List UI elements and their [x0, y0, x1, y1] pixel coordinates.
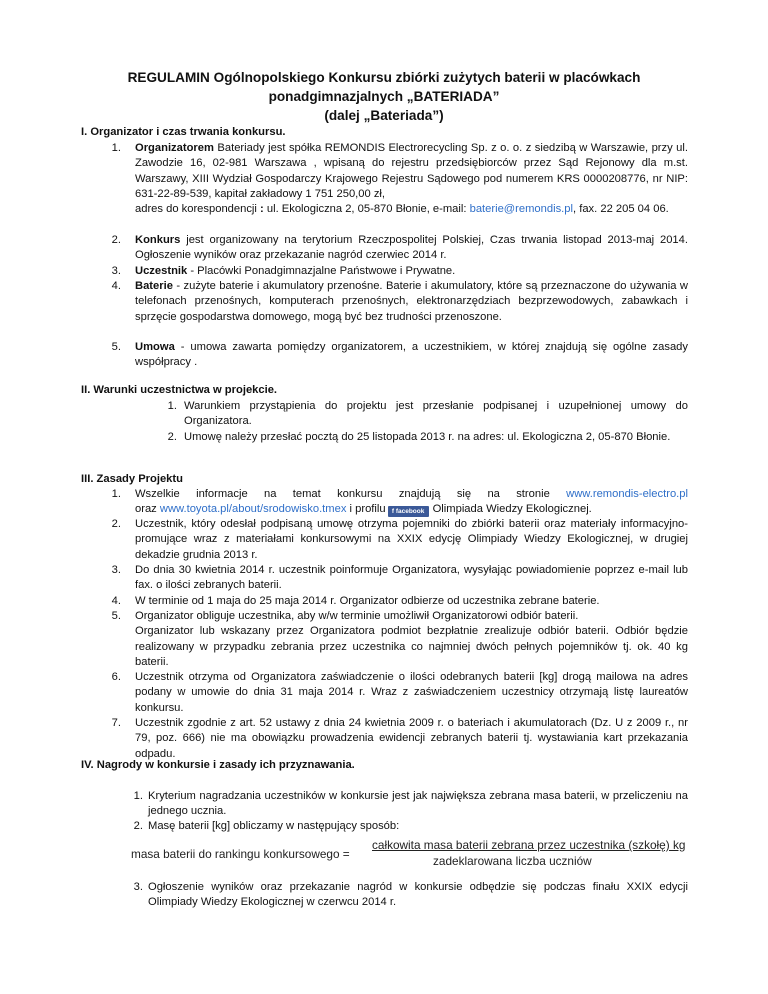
- s3-item-1: [135, 487, 688, 518]
- mass-formula: [0, 838, 768, 870]
- s1-item-5: [135, 340, 688, 371]
- s1-item-4: [135, 279, 688, 325]
- s4-item-3: Ogłoszenie wyników oraz przekazanie nagród w konkursie odbędzie się podczas finału XXIX edycji Olimpiady Wiedzy Ekologicznej w czerwcu 2014 r.: [148, 881, 688, 909]
- s4-item-1: Kryterium nagradzania uczestników w konkursie jest jak największa zebrana masa baterii, w przeliczeniu na jednego ucznia.: [148, 790, 688, 818]
- email-link[interactable]: baterie@remondis.pl: [469, 203, 573, 216]
- s1-item-1-address: ul. Ekologiczna 2, 05-870 Błonie, e-mail:: [263, 203, 470, 216]
- s2-item-2-number: 2.: [167, 431, 177, 443]
- s3-item-3-number: 3.: [111, 564, 121, 576]
- s1-item-1-address-label: adres do korespondencji: [135, 203, 257, 216]
- s1-item-5-number: 5.: [111, 341, 121, 353]
- section-1-heading: I. Organizator i czas trwania konkursu.: [81, 126, 286, 138]
- s3-item-1-profile-text: i profilu: [346, 503, 386, 516]
- remondis-link[interactable]: www.remondis-electro.pl: [566, 488, 688, 500]
- s1-item-1: Organizatorem Bateriady jest spółka REMONDIS Electrorecycling Sp. z o. o. z siedzibą w Warszawie, przy ul. Zawodzie 16, 02-981 Warszawa , wpisaną do rejestru przedsiębiorców przez Sąd Rejonowy dla m.st. Warszawy, XIII Wydział Gospodarczy Krajowego Rejestru Sądowego pod numerem KRS 0000208776, nr NIP: 631-22-89-539, kapitał zakładowy 1 751 250,00 zł, adres do korespondencji : ul. Ekologiczna 2, 05-870 Błonie, e-mail: baterie@remondis.pl, fax. 22 205 04 06.: [135, 142, 688, 216]
- facebook-icon[interactable]: f facebook: [388, 506, 429, 517]
- s1-item-3: [135, 264, 688, 279]
- formula-left-side: masa baterii do rankingu konkursowego =: [131, 847, 350, 861]
- title-line-3: (dalej „Bateriada”): [324, 108, 444, 123]
- s3-item-5: [135, 609, 688, 670]
- s2-item-1-number: 1.: [167, 400, 177, 412]
- s3-item-4-number: 4.: [111, 595, 121, 607]
- s3-item-3: Do dnia 30 kwietnia 2014 r. uczestnik poinformuje Organizatora, wysyłając powiadomienie poprzez e-mail lub fax. o ilości zebranych baterii.: [135, 564, 688, 592]
- s2-item-1: Warunkiem przystąpienia do projektu jest przesłanie podpisanej i uzupełnionej umowy do Organizatora.: [184, 400, 688, 428]
- s1-item-4-text: - zużyte baterie i akumulatory przenośne. Baterie i akumulatory, które są przeznaczone do używania w telefonach przenośnych, komputerach przenośnych, elektronarzędziach bezprzewodowych, zabawkach i sprzęcie gospodarstwa domowego, mogą być bez trudności przenoszone.: [135, 280, 688, 323]
- title-line-1: REGULAMIN Ogólnopolskiego Konkursu zbiórki zużytych baterii w placówkach: [127, 70, 641, 85]
- s4-item-3-number: 3.: [133, 881, 143, 893]
- s3-item-5-text-2: Organizator lub wskazany przez Organizatora podmiot bezpłatnie zrealizuje odbiór baterii. Odbiór będzie realizowany w przypadku zebrania przez uczestnika co najmniej dwóch pełnych pojemników tj. ok. 40 kg baterii.: [135, 625, 688, 668]
- s3-item-6-number: 6.: [111, 671, 121, 683]
- s1-item-3-text: - Placówki Ponadgimnazjalne Państwowe i Prywatne.: [187, 265, 456, 277]
- term-konkurs: Konkurs: [135, 234, 181, 246]
- s1-item-3-number: 3.: [111, 265, 121, 277]
- toyota-link[interactable]: www.toyota.pl/about/srodowisko.tmex: [159, 503, 347, 516]
- s1-item-1-number: 1.: [111, 142, 121, 154]
- s3-item-5-text: Organizator obliguje uczestnika, aby w/w terminie umożliwił Organizatorowi odbiór baterii.: [135, 610, 579, 622]
- term-baterie: Baterie: [135, 280, 173, 292]
- s4-item-2: Masę baterii [kg] obliczamy w następujący sposób:: [148, 820, 400, 832]
- s2-item-2: Umowę należy przesłać pocztą do 25 listopada 2013 r. na adres: ul. Ekologiczna 2, 05-870 Błonie.: [184, 431, 671, 443]
- formula-numerator: całkowita masa baterii zebrana przez uczestnika (szkołę) kg: [372, 838, 686, 852]
- s3-item-1-profile-name: Olimpiada Wiedzy Ekologicznej.: [432, 503, 592, 516]
- term-umowa: Umowa: [135, 341, 175, 353]
- s3-item-7-number: 7.: [111, 717, 121, 729]
- s3-item-6: Uczestnik otrzyma od Organizatora zaświadczenie o ilości odebranych baterii [kg] drogą mailowa na adres podany w umowie do dnia 31 maja 2014 r. Wraz z zaświadczeniem uczestnicy otrzymają listę laureatów konkursu.: [135, 671, 688, 714]
- s3-item-1-number: 1.: [111, 488, 121, 500]
- s1-item-1-text: Bateriady jest spółka REMONDIS Electrorecycling Sp. z o. o. z siedzibą w Warszawie, przy ul. Zawodzie 16, 02-981 Warszawa , wpisaną do rejestru przedsiębiorców przez Sąd Rejonowy dla m.st. Warszawy, XIII Wydział Gospodarczy Krajowego Rejestru Sądowego pod numerem KRS 0000208776, nr NIP: 631-22-89-539, kapitał zakładowy 1 751 250,00 zł,: [135, 142, 688, 200]
- s3-item-2-number: 2.: [111, 518, 121, 530]
- section-2-heading: II. Warunki uczestnictwa w projekcie.: [81, 384, 278, 396]
- s3-item-7: Uczestnik zgodnie z art. 52 ustawy z dnia 24 kwietnia 2009 r. o bateriach i akumulatorach (Dz. U z 2009 r., nr 79, poz. 666) nie ma obowiązku prowadzenia ewidencji zebranych baterii tj. wystawiania kart przekazania odpadu.: [135, 717, 688, 760]
- s3-item-1-oraz: oraz: [135, 503, 160, 516]
- s1-item-4-number: 4.: [111, 280, 121, 292]
- formula-denominator: zadeklarowana liczba uczniów: [433, 854, 592, 868]
- s4-item-2-number: 2.: [133, 820, 143, 832]
- s1-item-2-number: 2.: [111, 234, 121, 246]
- s1-item-2: [135, 233, 688, 264]
- s1-item-5-text: - umowa zawarta pomiędzy organizatorem, a uczestnikiem, w której znajdują się ogólne zasady współpracy .: [135, 341, 688, 369]
- s1-item-1-fax: , fax. 22 205 04 06.: [573, 203, 669, 216]
- title-line-2: ponadgimnazjalnych „BATERIADA”: [268, 89, 500, 104]
- document-title: [0, 68, 768, 125]
- section-4-heading: IV. Nagrody w konkursie i zasady ich przyznawania.: [81, 759, 355, 771]
- s3-item-2: Uczestnik, który odesłał podpisaną umowę otrzyma pojemniki do zbiórki baterii oraz materiały informacyjno-promujące wraz z materiałami konkursowymi na XXIX edycję Olimpiady Wiedzy Ekologicznej, w drugiej dekadzie grudnia 2013 r.: [135, 518, 688, 561]
- term-organizator: Organizatorem: [135, 142, 214, 154]
- term-uczestnik: Uczestnik: [135, 265, 188, 277]
- s3-item-4: W terminie od 1 maja do 25 maja 2014 r. Organizator odbierze od uczestnika zebrane baterie.: [135, 595, 600, 607]
- s1-item-2-text: jest organizowany na terytorium Rzeczpospolitej Polskiej, Czas trwania listopad 2013-maj 2014. Ogłoszenie wyników oraz przekazanie nagród czerwiec 2014 r.: [135, 234, 688, 262]
- section-3-heading: III. Zasady Projektu: [81, 473, 183, 485]
- s3-item-1-text: Wszelkie informacje na temat konkursu znajdują się na stronie: [135, 488, 567, 500]
- s4-item-1-number: 1.: [133, 790, 143, 802]
- s3-item-5-number: 5.: [111, 610, 121, 622]
